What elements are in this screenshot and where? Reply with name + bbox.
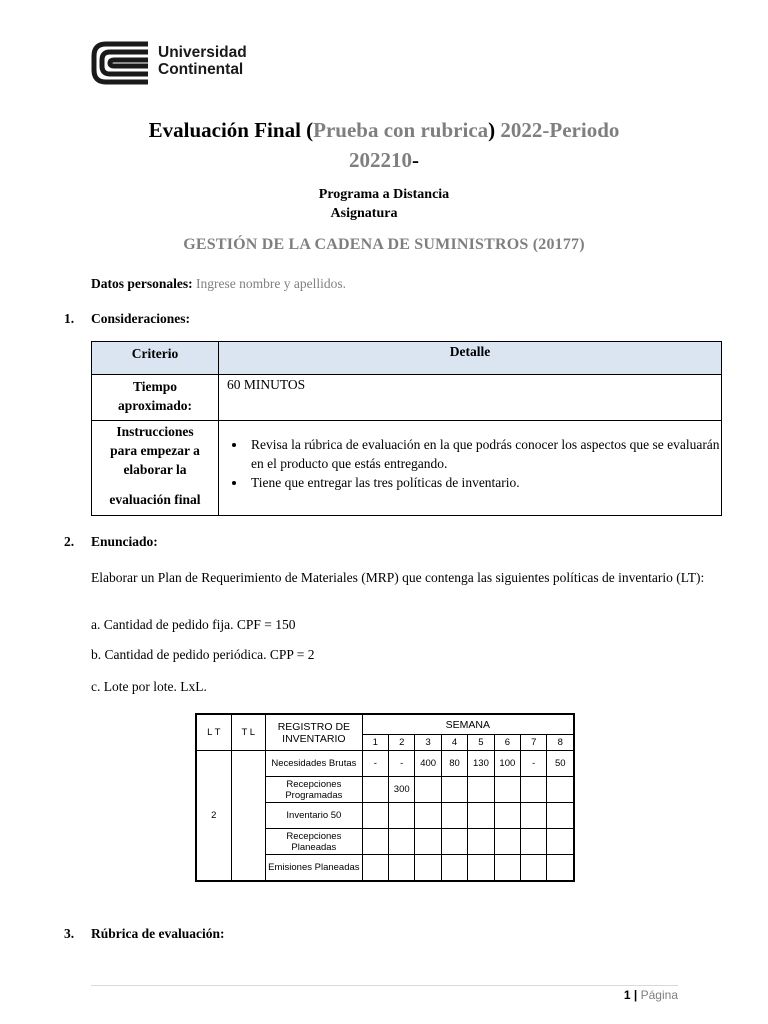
table-cell bbox=[547, 803, 574, 829]
table-cell: 80 bbox=[441, 751, 467, 777]
table-cell bbox=[362, 855, 388, 882]
university-name: Universidad Continental bbox=[158, 44, 247, 78]
table-cell bbox=[547, 777, 574, 803]
table-cell bbox=[415, 803, 441, 829]
table-cell bbox=[468, 829, 494, 855]
table-cell: 300 bbox=[389, 777, 415, 803]
table-cell bbox=[468, 855, 494, 882]
table-cell bbox=[389, 803, 415, 829]
detail-header: Detalle bbox=[219, 342, 722, 375]
table-cell: 130 bbox=[468, 751, 494, 777]
time-value: 60 MINUTOS bbox=[219, 375, 722, 421]
time-label: Tiempo aproximado: bbox=[92, 375, 219, 421]
week-header: 6 bbox=[494, 735, 520, 751]
registro-header: REGISTRO DE INVENTARIO bbox=[266, 714, 363, 751]
week-header: 1 bbox=[362, 735, 388, 751]
table-cell bbox=[521, 803, 547, 829]
table-cell bbox=[362, 777, 388, 803]
table-cell: - bbox=[389, 751, 415, 777]
page-title: Evaluación Final (Prueba con rubrica) 2022-Periodo 202210- bbox=[148, 118, 620, 172]
table-cell: 50 bbox=[547, 751, 574, 777]
mrp-table bbox=[195, 713, 575, 882]
section-1-title: Consideraciones: bbox=[91, 311, 190, 326]
table-cell bbox=[494, 777, 520, 803]
week-header: 8 bbox=[547, 735, 574, 751]
section-2-number: 2. bbox=[64, 534, 75, 549]
policy-b: b. Cantidad de pedido periódica. CPP = 2 bbox=[91, 647, 315, 662]
table-cell: - bbox=[521, 751, 547, 777]
table-cell: 100 bbox=[494, 751, 520, 777]
personal-data-field[interactable]: Datos personales: Ingrese nombre y apellidos. bbox=[91, 276, 346, 291]
table-cell bbox=[441, 777, 467, 803]
row-label: Emisiones Planeadas bbox=[266, 855, 363, 882]
table-cell bbox=[468, 777, 494, 803]
footer-divider bbox=[91, 985, 678, 986]
bullet-item: • Revisa la rúbrica de evaluación en la que podrás conocer los aspectos que se evaluarán en el producto que estás entregando. bbox=[247, 435, 721, 473]
table-cell bbox=[521, 777, 547, 803]
section-3-number: 3. bbox=[64, 926, 75, 941]
criteria-table bbox=[91, 341, 722, 516]
policy-c: c. Lote por lote. LxL. bbox=[91, 679, 207, 694]
tl-value bbox=[231, 751, 266, 882]
table-cell bbox=[362, 829, 388, 855]
table-cell bbox=[494, 855, 520, 882]
row-label: Inventario 50 bbox=[266, 803, 363, 829]
table-cell bbox=[362, 803, 388, 829]
table-cell bbox=[415, 777, 441, 803]
section-2-title: Enunciado: bbox=[91, 534, 158, 549]
section-3-title: Rúbrica de evaluación: bbox=[91, 926, 225, 941]
bullet-item: • Tiene que entregar las tres políticas de inventario. bbox=[247, 473, 721, 492]
table-cell bbox=[389, 855, 415, 882]
table-cell bbox=[415, 829, 441, 855]
table-cell bbox=[547, 829, 574, 855]
table-cell bbox=[441, 803, 467, 829]
page-number: 1 bbox=[623, 988, 631, 1002]
instructions-label: Instrucciones para empezar a elaborar la evaluación final bbox=[92, 421, 219, 516]
table-cell bbox=[441, 855, 467, 882]
policy-a: a. Cantidad de pedido fija. CPF = 150 bbox=[91, 617, 296, 632]
table-cell bbox=[441, 829, 467, 855]
week-header: 3 bbox=[415, 735, 441, 751]
week-header: 2 bbox=[389, 735, 415, 751]
tl-header: T L bbox=[231, 714, 266, 751]
row-label: Recepciones Planeadas bbox=[266, 829, 363, 855]
table-cell bbox=[547, 855, 574, 882]
lt-value: 2 bbox=[196, 751, 231, 882]
semana-header: SEMANA bbox=[362, 714, 574, 735]
table-cell: - bbox=[362, 751, 388, 777]
table-cell bbox=[521, 829, 547, 855]
page-footer: 1 | Página bbox=[623, 988, 678, 1002]
table-cell bbox=[494, 803, 520, 829]
table-cell bbox=[521, 855, 547, 882]
table-cell bbox=[468, 803, 494, 829]
week-header: 5 bbox=[468, 735, 494, 751]
course-title: GESTIÓN DE LA CADENA DE SUMINISTROS (20177) bbox=[183, 236, 585, 253]
table-cell bbox=[389, 829, 415, 855]
table-row bbox=[196, 751, 574, 777]
table-cell: 400 bbox=[415, 751, 441, 777]
section-1-number: 1. bbox=[64, 311, 75, 326]
row-label: Necesidades Brutas bbox=[266, 751, 363, 777]
program-info: Programa a Distancia Asignatura bbox=[318, 187, 450, 221]
instructions-detail bbox=[219, 421, 722, 516]
lt-header: L T bbox=[196, 714, 231, 751]
statement-text: Elaborar un Plan de Requerimiento de Materiales (MRP) que contenga las siguientes políticas de inventario (LT): bbox=[91, 570, 705, 585]
table-cell bbox=[494, 829, 520, 855]
table-cell bbox=[415, 855, 441, 882]
week-header: 7 bbox=[521, 735, 547, 751]
row-label: Recepciones Programadas bbox=[266, 777, 363, 803]
criteria-header: Criterio bbox=[92, 342, 219, 375]
week-header: 4 bbox=[441, 735, 467, 751]
